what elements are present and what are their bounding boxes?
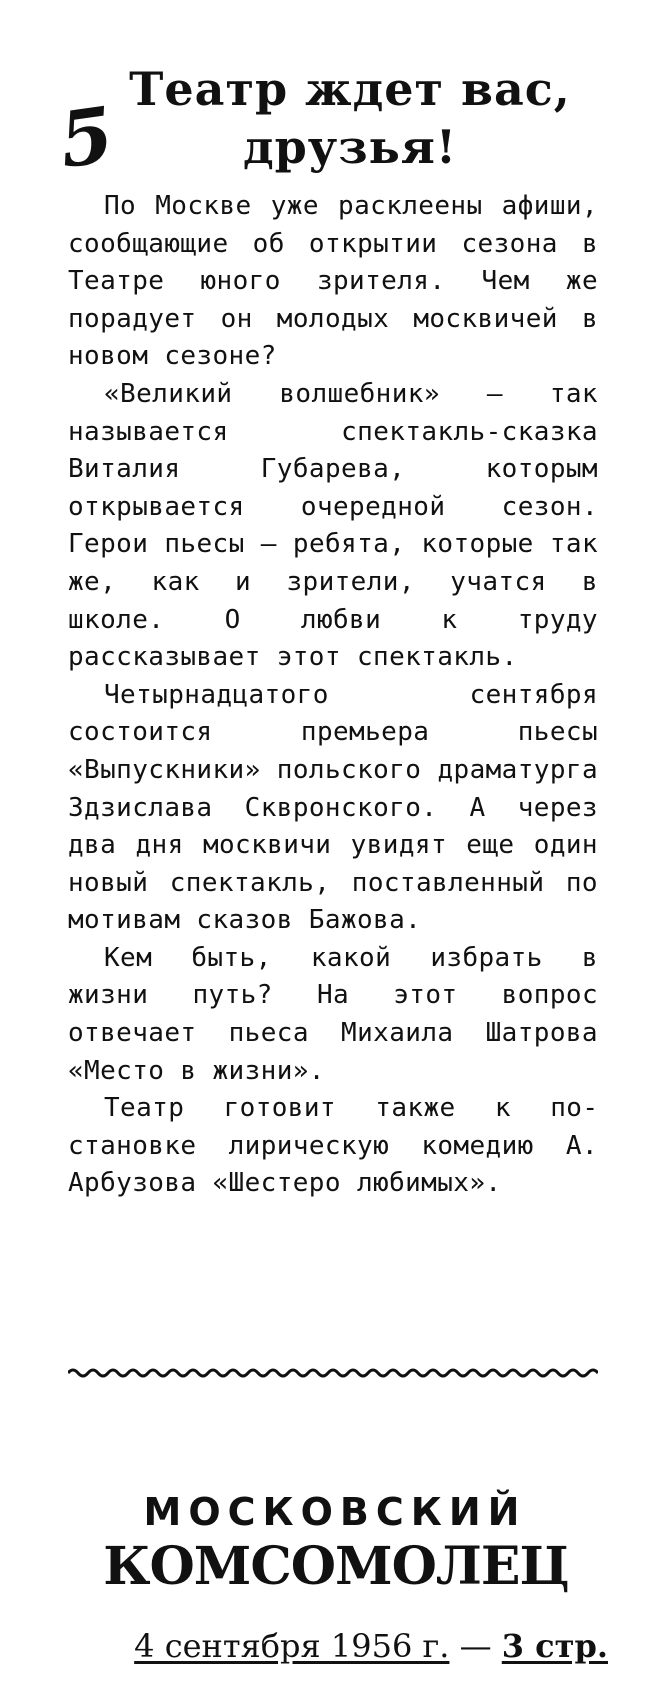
article-paragraph: Кем быть, какой избрать в жизни путь? На этот вопрос отвечает пьеса Михаила Шатрова «Место в жизни». (68, 942, 598, 1086)
headline-line-2: друзья! (242, 120, 458, 174)
headline-line-1: Театр ждет вас, (129, 62, 571, 116)
masthead-title-line-1: МОСКОВСКИЙ (143, 1490, 527, 1534)
article-paragraph: Театр готовит также к постановке лирическую комедию А. Арбузова «Шестеро любимых». (68, 1093, 598, 1199)
wavy-divider (68, 1365, 598, 1381)
article-paragraph: «Великий волшебник» — так называется спектакль-сказка Виталия Губарева, которым открывается очередной сезон. Герои пьесы — ребята, которые так же, как и зрители, учатся в школе. О любви к труду рассказывает этот спектакль. (68, 378, 598, 673)
masthead-title-line-2: КОМСОМОЛЕЦ (103, 1536, 569, 1597)
publication-dateline (88, 1626, 608, 1666)
article-paragraph: По Москве уже расклеены афиши, сообщающие об открытии сезона в Театре юного зрителя. Чем же порадует он молодых москвичей в новом сезоне? (68, 191, 598, 372)
publication-date: 4 сентября 1956 г. (134, 1627, 450, 1665)
handwritten-number-mark: 5 (53, 89, 119, 186)
article-paragraph: Четырнадцатого сентября состоится премьера пьесы «Выпускники» польского драматурга Здзислава Сквронского. А через два дня москвичи увидят еще один новый спектакль, поставленный по мотивам сказов Бажова. (68, 679, 598, 936)
article-body (68, 188, 598, 1203)
article-headline (90, 60, 610, 176)
dateline-separator: — (449, 1627, 502, 1665)
page-number: 3 стр. (501, 1627, 608, 1665)
